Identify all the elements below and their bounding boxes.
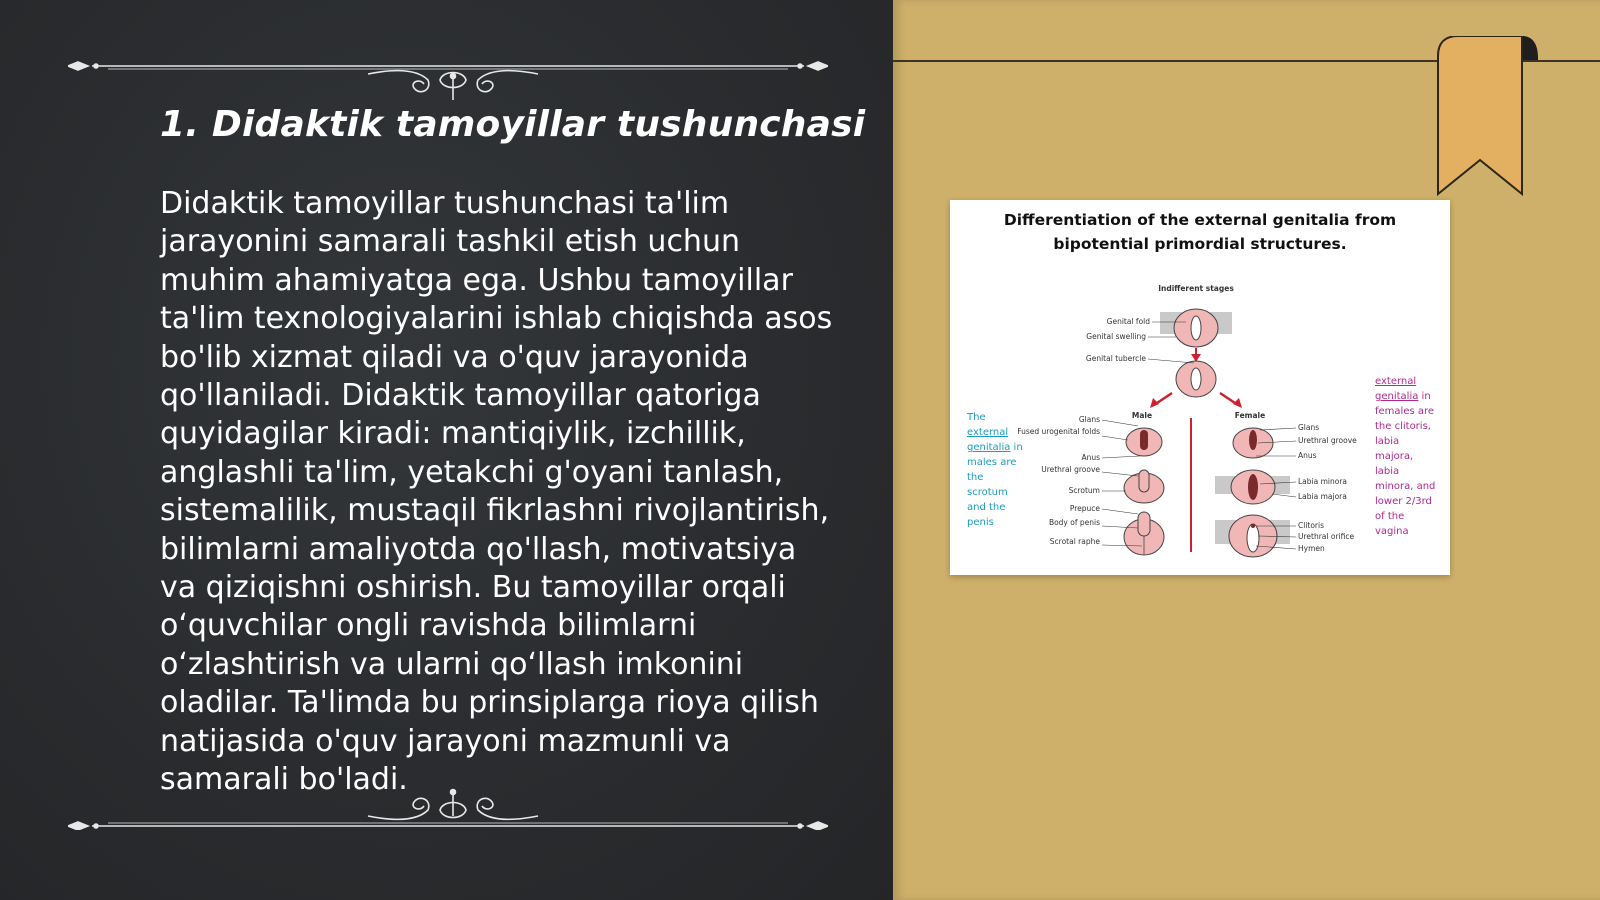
male-caption-link[interactable]: external genitalia [967, 427, 1011, 453]
label-indifferent-stages: Indifferent stages [1158, 284, 1234, 293]
label-scrotal-raphe: Scrotal raphe [1049, 537, 1100, 546]
female-caption-link[interactable]: external genitalia [1375, 376, 1419, 402]
label-genital-tubercle: Genital tubercle [1085, 354, 1146, 363]
label-anus-male: Anus [1081, 453, 1100, 462]
label-anus-female: Anus [1298, 451, 1317, 460]
genitalia-differentiation-figure [950, 200, 1450, 575]
label-genital-fold: Genital fold [1106, 317, 1150, 326]
label-urethral-groove-male: Urethral groove [1041, 465, 1100, 474]
label-glans-female: Glans [1298, 423, 1320, 432]
tubercle-stage-shape [1176, 361, 1216, 397]
label-hymen: Hymen [1298, 544, 1325, 553]
female-caption [1375, 374, 1437, 539]
figure-title-line-2: bipotential primordial structures. [1053, 235, 1347, 253]
label-male: Male [1131, 411, 1153, 420]
label-labia-minora: Labia minora [1298, 477, 1348, 486]
label-urethral-groove-female: Urethral groove [1298, 436, 1357, 445]
label-female: Female [1234, 411, 1266, 420]
top-ornament-divider [68, 40, 828, 100]
bookmark-icon [1436, 36, 1538, 196]
male-caption-prefix: The [967, 412, 986, 423]
male-caption [967, 410, 1027, 530]
figure-title-line-1: Differentiation of the external genitalia from [1003, 211, 1397, 229]
female-stage-1-shape [1233, 428, 1273, 458]
label-scrotum: Scrotum [1068, 486, 1100, 495]
female-caption-text: in females are the clitoris, labia majora, labia minora, and lower 2/3rd of the vagina [1375, 391, 1436, 537]
male-stage-1-shape [1126, 428, 1162, 456]
indifferent-stage-shape [1160, 309, 1232, 347]
male-caption-text: in males are the scrotum and the penis [967, 442, 1023, 528]
label-urethral-orifice: Urethral orifice [1298, 532, 1355, 541]
label-labia-majora: Labia majora [1298, 492, 1347, 501]
label-prepuce: Prepuce [1069, 504, 1100, 513]
label-glans-male: Glans [1078, 415, 1100, 424]
label-body-of-penis: Body of penis [1048, 518, 1100, 527]
slide-body-text: Didaktik tamoyillar tushunchasi ta'lim jarayonini samarali tashkil etish uchun muhim ahamiyatga ega. Ushbu tamoyillar ta'lim texnologiyalarini ishlab chiqishda asos bo'lib xizmat qiladi va o'quv jarayonida qo'llaniladi. Didaktik tamoyillar qatoriga quyidagilar kiradi: mantiqiylik, izchillik, anglashli ta'lim, yetakchi g'oyani tanlash, sistemalilik, mustaqil fikrlashni rivojlantirish, bilimlarni amaliyotda qo'llash, motivatsiya va qiziqishni oshirish. Bu tamoyillar orqali o‘quvchilar ongli ravishda bilimlarni o‘zlashtirish va ularni qo‘llash imkonini oladilar. Ta'limda bu prinsiplarga rioya qilish natijasida o'quv jarayoni mazmunli va samarali bo'ladi. [160, 186, 833, 798]
female-stage-2-shape [1215, 470, 1290, 504]
label-fused-urogenital-folds: Fused urogenital folds [1017, 427, 1100, 436]
label-clitoris: Clitoris [1298, 521, 1325, 530]
male-stage-3-shape [1124, 512, 1164, 555]
slide-title: 1. Didaktik tamoyillar tushunchasi [160, 104, 866, 145]
label-genital-swelling: Genital swelling [1086, 332, 1146, 341]
female-stage-3-shape [1215, 515, 1290, 557]
